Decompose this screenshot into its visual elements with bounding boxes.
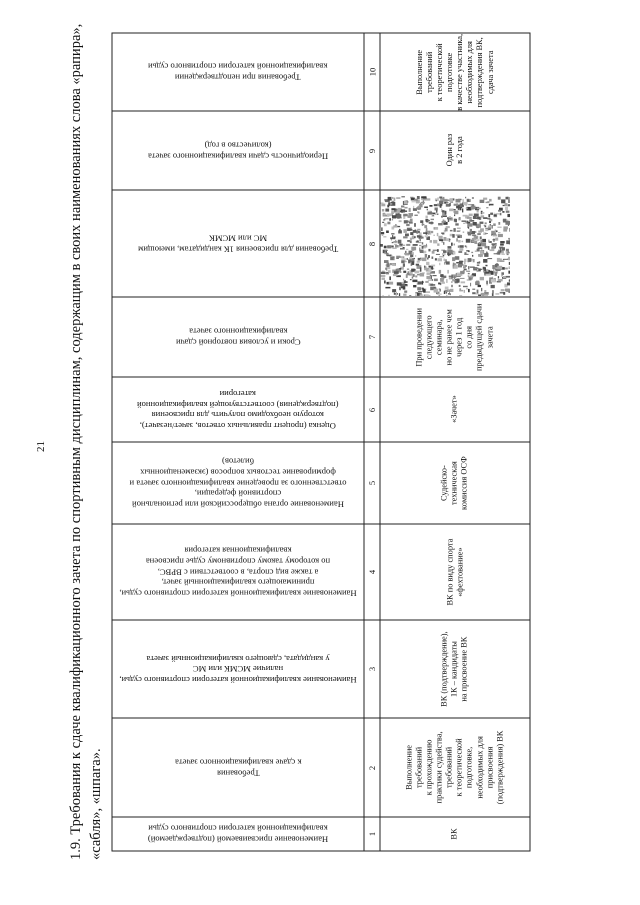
cell-col-7 [380, 297, 530, 377]
header-col-6 [112, 377, 364, 442]
cell-col-4 [380, 524, 530, 620]
header-col-4 [112, 524, 364, 620]
col-number-10 [364, 33, 380, 111]
cell-col-7-text: При проведении следующего семинара, но не ранее чем через 1 год со дня предыдущей сдачи зачета [414, 303, 495, 371]
cell-col-6-text: «Зачет» [449, 395, 459, 424]
col-number-7-text: 7 [367, 334, 377, 340]
col-number-9-text: 9 [367, 148, 377, 153]
header-col-7-text: Сроки и условия повторной сдачи квалификационного зачета [175, 327, 301, 348]
cell-col-9 [380, 111, 530, 190]
cell-col-1 [380, 817, 530, 851]
header-col-10 [112, 33, 364, 111]
col-number-4-text: 4 [367, 569, 377, 575]
cell-col-5 [380, 442, 530, 524]
cell-col-3-text: ВК (подтверждение), 1К – кандидаты на присвоение ВК [439, 631, 470, 707]
col-number-8-text: 8 [367, 241, 377, 246]
col-number-9 [364, 111, 380, 190]
header-col-2 [112, 718, 364, 817]
col-number-6-text: 6 [367, 407, 377, 412]
col-number-4 [364, 524, 380, 620]
col-number-1-text: 1 [367, 831, 377, 837]
col-number-10-text: 10 [367, 67, 377, 77]
header-col-7 [112, 297, 364, 377]
cell-col-10 [380, 33, 530, 111]
col-number-1 [364, 817, 380, 851]
header-col-10-text: Требования при неподтверждении квалификационной категории спортивного судьи [148, 62, 328, 83]
col-number-5 [364, 442, 380, 524]
cell-col-5-text: Судейско- техническая комиссия ОСФ [439, 456, 470, 510]
cell-col-2 [380, 718, 530, 817]
header-col-6-text: Оценка (процент правильных ответов, зачет/незачет), которую необходимо получить для присвоения (подтверждения) соответствующей квалификационной категории [137, 388, 339, 431]
col-number-8 [364, 190, 380, 297]
header-col-5-text: Наименование органа общероссийской или региональной спортивной федерации, ответственного за проведение квалификационного зачета и формирование тестовых вопросов (экзаменационных билетов) [129, 456, 347, 510]
col-number-5-text: 5 [367, 480, 377, 486]
header-col-5 [112, 442, 364, 524]
header-col-9 [112, 111, 364, 190]
header-col-1 [112, 817, 364, 851]
col-number-2-text: 2 [367, 765, 377, 770]
header-col-3 [112, 620, 364, 718]
header-col-2-text: Требования к сдаче квалификационного зачета [174, 757, 302, 779]
col-number-2 [364, 718, 380, 817]
page-number: 21 [35, 441, 47, 452]
header-col-8 [112, 190, 364, 297]
cell-col-6 [380, 377, 530, 442]
cell-col-3 [380, 620, 530, 718]
col-number-6 [364, 377, 380, 442]
cell-col-2-text: Выполнение требований к прохождению практики судейства, требований к теоретической подготовке, необходимых для присвоения (подтверждения) ВК [404, 730, 505, 805]
header-col-1-text: Наименование присваиваемой (подтверждаемой) квалификационной категории спортивного судьи [147, 824, 329, 845]
header-col-4-text: Наименование квалификационной категории спортивного судьи, принимающего квалификационный зачет, а также вид спорта, в соответствии с ВРВС, по которому такому спортивному судье присвоена квалификационная категория [119, 545, 357, 599]
cell-col-4-text: ВК по виду спорта «фехтование» [444, 538, 464, 606]
scanned-texture [380, 196, 510, 296]
col-number-3-text: 3 [367, 666, 377, 672]
header-col-8-text: Требования для присвоения 1К кандидатам, имеющим МС или МСМК [137, 233, 339, 255]
header-col-9-text: Периодичность сдачи квалификационного зачета (количество в год) [147, 140, 329, 162]
section-title: 1.9. Требования к сдаче квалификационного зачета по спортивным дисциплинам, содержащим в своих наименованиях слова «рапира», [68, 23, 84, 860]
col-number-7 [364, 297, 380, 377]
cell-col-10-text: Выполнение требований к теоретической подготовке в качестве участника, необходимых для подтверждения ВК, сдача зачета [414, 33, 495, 111]
cell-col-9-text: Один раз в 2 года [444, 134, 464, 167]
col-number-3 [364, 620, 380, 718]
section-title-continued: «сабля», «шпага». [88, 748, 104, 860]
cell-col-1-text: ВК [449, 828, 459, 840]
header-col-3-text: Наименование квалификационной категории спортивного судьи, наличие МСМК или МС у кандидата, сдающего квалификационный зачета [119, 653, 357, 686]
